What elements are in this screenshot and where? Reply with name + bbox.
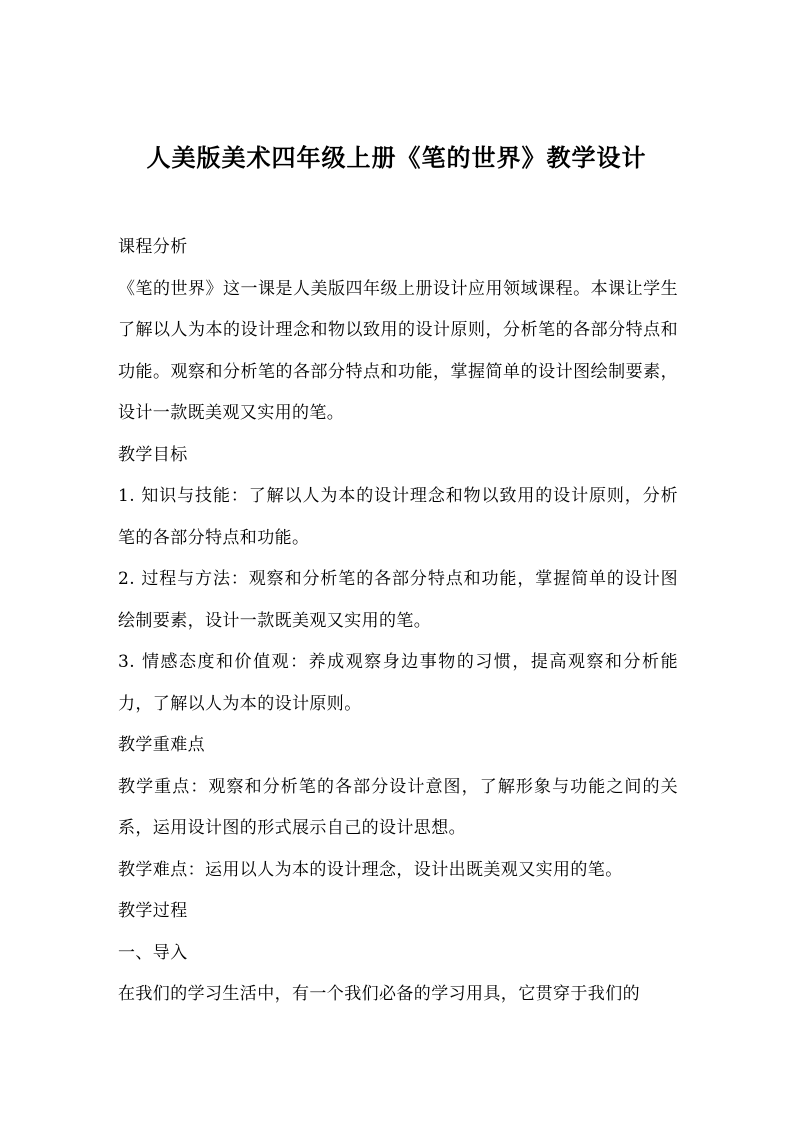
- section-heading-course-analysis: 课程分析: [118, 237, 188, 257]
- teaching-goal-item-3: 3. 情感态度和价值观：养成观察身边事物的习惯，提高观察和分析能力，了解以人为本的设计原则。: [118, 652, 678, 714]
- section-heading-teaching-process: 教学过程: [118, 901, 188, 921]
- teaching-goal-item-1: 1. 知识与技能：了解以人为本的设计理念和物以致用的设计原则，分析笔的各部分特点和功能。: [118, 486, 678, 548]
- document-body: [118, 227, 678, 1016]
- teaching-goal-item-2: 2. 过程与方法：观察和分析笔的各部分特点和功能，掌握简单的设计图绘制要素，设计一款既美观又实用的笔。: [118, 569, 678, 631]
- key-point-paragraph: 教学重点：观察和分析笔的各部分设计意图，了解形象与功能之间的关系，运用设计图的形式展示自己的设计思想。: [118, 776, 678, 838]
- section-heading-teaching-goals: 教学目标: [118, 444, 188, 465]
- document-title: 人美版美术四年级上册《笔的世界》教学设计: [146, 143, 647, 172]
- difficult-point-paragraph: 教学难点：运用以人为本的设计理念，设计出既美观又实用的笔。: [118, 859, 623, 880]
- section-heading-key-difficult-points: 教学重难点: [118, 735, 205, 755]
- introduction-paragraph: 在我们的学习生活中，有一个我们必备的学习用具，它贯穿于我们的: [118, 984, 640, 1004]
- subheading-introduction: 一、导入: [118, 942, 188, 963]
- course-analysis-paragraph: 《笔的世界》这一课是人美版四年级上册设计应用领域课程。本课让学生了解以人为本的设计理念和物以致用的设计原则，分析笔的各部分特点和功能。观察和分析笔的各部分特点和功能，掌握简单的设计图绘制要素，设计一款既美观又实用的笔。: [118, 278, 678, 423]
